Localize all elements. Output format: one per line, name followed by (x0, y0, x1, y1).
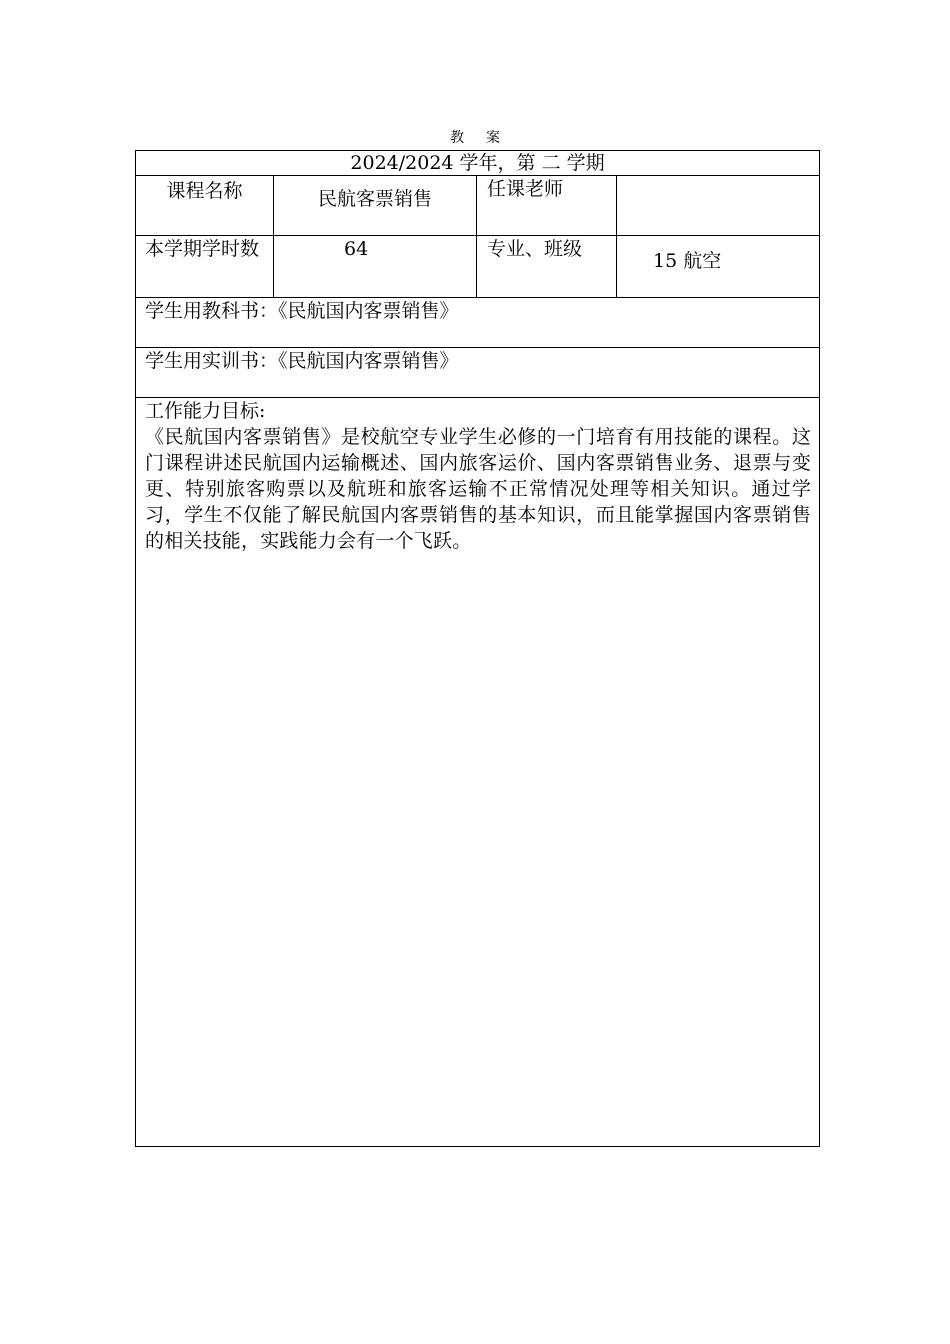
hours-value: 64 (274, 236, 477, 298)
hours-label: 本学期学时数 (136, 236, 274, 298)
course-name-label: 课程名称 (136, 176, 274, 236)
major-class-value: 15 航空 (617, 236, 820, 298)
semester-row (136, 151, 820, 176)
hours-row (136, 236, 820, 298)
textbook-row (136, 298, 820, 348)
training-book-cell: 学生用实训书：《民航国内客票销售》 (136, 348, 820, 398)
textbook-cell: 学生用教科书：《民航国内客票销售》 (136, 298, 820, 348)
course-name-value: 民航客票销售 (274, 176, 477, 236)
lesson-plan-table (135, 150, 820, 1147)
goal-row (136, 398, 820, 1147)
teacher-value (617, 176, 820, 236)
semester-text: 2024/2024 学年，第 二 学期 (350, 152, 605, 174)
course-row (136, 176, 820, 236)
goal-body: 《民航国内客票销售》是校航空专业学生必修的一门培育有用技能的课程。这门课程讲述民航国内运输概述、国内旅客运价、国内客票销售业务、退票与变更、特别旅客购票以及航班和旅客运输不正常情况处理等相关知识。通过学习，学生不仅能了解民航国内客票销售的基本知识，而且能掌握国内客票销售的相关技能，实践能力会有一个飞跃。 (145, 426, 812, 552)
semester-cell (136, 151, 820, 176)
document-title: 教案 (450, 130, 522, 146)
teacher-label: 任课老师 (477, 176, 617, 236)
goal-heading: 工作能力目标: (145, 400, 266, 422)
training-book-row (136, 348, 820, 398)
major-class-label: 专业、班级 (477, 236, 617, 298)
goal-cell (136, 398, 820, 1147)
